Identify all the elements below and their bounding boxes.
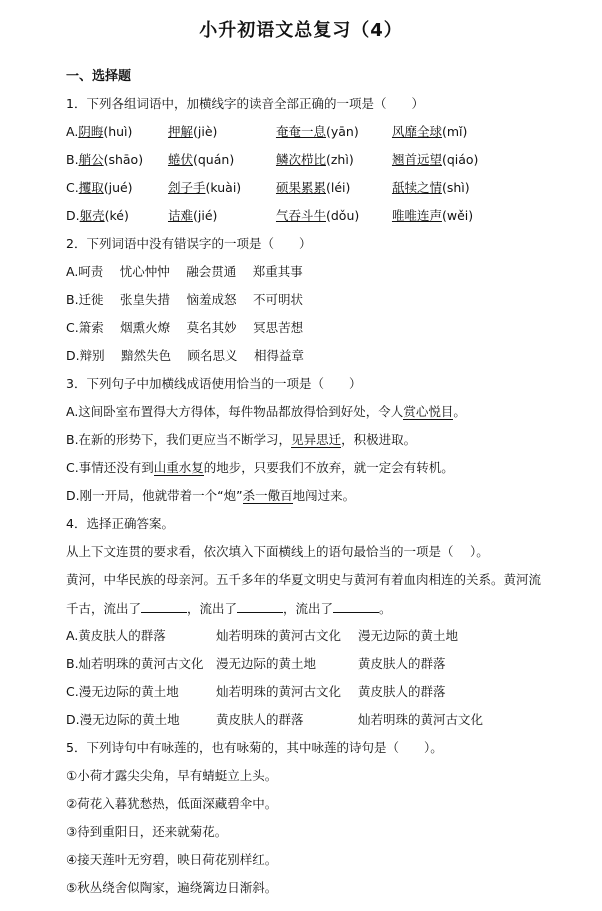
q4-instruction: 从上下文连贯的要求看，依次填入下面横线上的语句最恰当的一项是（ ）。 bbox=[66, 544, 489, 559]
fill-blank-1 bbox=[141, 600, 187, 613]
q5-poem-line-2: ②荷花入暮犹愁热，低面深藏碧伞中。 bbox=[66, 796, 278, 811]
q1-option-a bbox=[66, 124, 467, 140]
question-5-stem: 5．下列诗句中有咏莲的，也有咏菊的，其中咏莲的诗句是（ ）。 bbox=[66, 740, 443, 755]
q1-c-item4: 舐犊之情(shì) bbox=[391, 180, 470, 195]
q1-d-item4: 唯唯连声(wěi) bbox=[391, 208, 474, 223]
q5-poem-line-3: ③待到重阳日，还来就菊花。 bbox=[66, 824, 228, 839]
q3-option-a: A.这间卧室布置得大方得体，每件物品都放得恰到好处，令人赏心悦目。 bbox=[66, 404, 466, 419]
q2-option-a: A.呵责 忧心忡忡 融会贯通 郑重其事 bbox=[66, 264, 303, 279]
section-heading: 一、选择题 bbox=[66, 69, 132, 84]
q1-d-item1: D.躯壳(ké) bbox=[66, 208, 129, 223]
question-4-stem: 4．选择正确答案。 bbox=[66, 516, 174, 531]
fill-blank-3 bbox=[333, 600, 379, 613]
q1-b-item4: 翘首远望(qiáo) bbox=[391, 152, 479, 167]
q1-option-b bbox=[66, 152, 478, 168]
q4-passage-line2: 千古，流出了 ，流出了 ，流出了 。 bbox=[66, 601, 392, 616]
q1-d-item3: 气吞斗牛(dǒu) bbox=[275, 208, 360, 223]
q4-option-c: C.漫无边际的黄土地 灿若明珠的黄河古文化 黄皮肤人的群落 bbox=[66, 684, 446, 699]
q1-a-item4: 风靡全球(mǐ) bbox=[391, 124, 468, 139]
q1-c-item3: 硕果累累(léi) bbox=[275, 180, 351, 195]
q1-a-item2: 押解(jiè) bbox=[167, 124, 218, 139]
q1-b-item1: B.艄公(shāo) bbox=[66, 152, 144, 167]
q1-b-item3: 鳞次栉比(zhì) bbox=[275, 152, 354, 167]
q1-option-c bbox=[66, 180, 470, 196]
question-2-stem: 2．下列词语中没有错误字的一项是（ ） bbox=[66, 236, 312, 251]
q5-poem-line-1: ①小荷才露尖尖角，早有蜻蜓立上头。 bbox=[66, 768, 278, 783]
q3-option-c: C.事情还没有到山重水复的地步，只要我们不放弃，就一定会有转机。 bbox=[66, 460, 454, 475]
q4-option-b: B.灿若明珠的黄河古文化 漫无边际的黄土地 黄皮肤人的群落 bbox=[66, 656, 446, 671]
q3-option-b: B.在新的形势下，我们更应当不断学习，见异思迁，积极进取。 bbox=[66, 432, 417, 447]
q1-d-item2: 诘难(jié) bbox=[167, 208, 218, 223]
question-3-stem: 3．下列句子中加横线成语使用恰当的一项是（ ） bbox=[66, 376, 362, 391]
q1-a-item1: A.阴晦(huì) bbox=[66, 124, 133, 139]
page-title: 小升初语文总复习（4） bbox=[199, 20, 403, 41]
q1-a-item3: 奄奄一息(yān) bbox=[275, 124, 359, 139]
q4-option-d: D.漫无边际的黄土地 黄皮肤人的群落 灿若明珠的黄河古文化 bbox=[66, 712, 484, 727]
q2-option-b: B.迁徙 张皇失措 恼羞成怒 不可明状 bbox=[66, 292, 303, 307]
q1-c-item2: 刽子手(kuài) bbox=[167, 180, 242, 195]
question-1-stem: 1．下列各组词语中，加横线字的读音全部正确的一项是（ ） bbox=[66, 96, 424, 111]
q4-option-a: A.黄皮肤人的群落 灿若明珠的黄河古文化 漫无边际的黄土地 bbox=[66, 628, 459, 643]
q3-option-d: D.刚一开局，他就带着一个“炮”杀一儆百地闯过来。 bbox=[66, 488, 356, 503]
q2-option-d: D.辩别 黯然失色 顾名思义 相得益章 bbox=[66, 348, 305, 363]
q1-c-item1: C.攫取(jué) bbox=[66, 180, 133, 195]
q5-poem-line-4: ④接天莲叶无穷碧，映日荷花别样红。 bbox=[66, 852, 278, 867]
fill-blank-2 bbox=[237, 600, 283, 613]
q1-b-item2: 蜷伏(quán) bbox=[167, 152, 235, 167]
q5-poem-line-5: ⑤秋丛绕舍似陶家，遍绕篱边日渐斜。 bbox=[66, 880, 278, 895]
q2-option-c: C.箫索 烟熏火燎 莫名其妙 冥思苦想 bbox=[66, 320, 304, 335]
q4-passage-line1: 黄河，中华民族的母亲河。五千多年的华夏文明史与黄河有着血肉相连的关系。黄河流 bbox=[66, 572, 542, 587]
q1-option-d bbox=[66, 208, 473, 224]
